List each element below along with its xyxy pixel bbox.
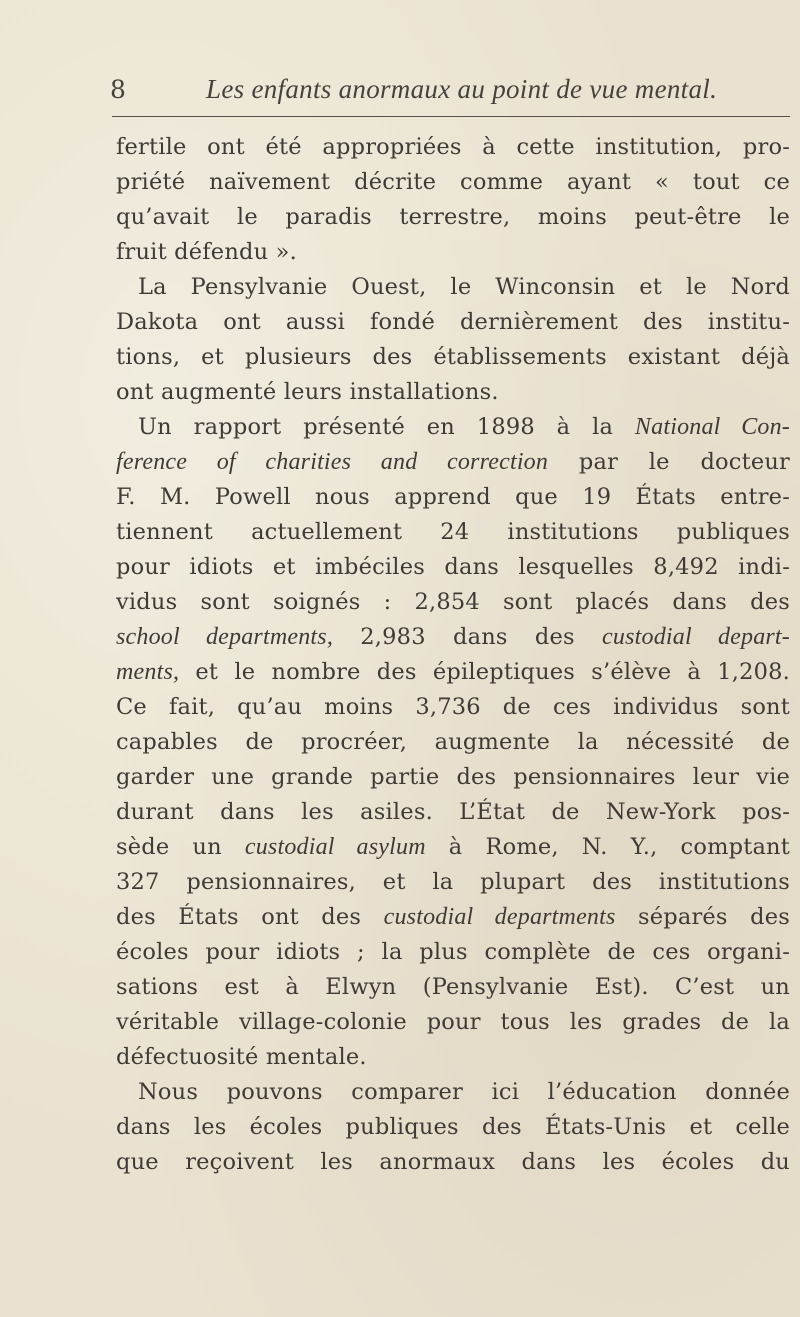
text-line xyxy=(116,760,790,795)
text-line xyxy=(116,270,790,305)
running-title: Les enfants anormaux au point de vue mental. xyxy=(206,74,718,104)
page-number: 8 xyxy=(110,75,126,104)
italic-text: National Con- xyxy=(634,414,790,440)
text-line xyxy=(116,1040,790,1075)
text-span: défectuosité mentale. xyxy=(116,1044,367,1070)
text-span: vidus sont soignés : 2,854 sont placés dans des xyxy=(116,589,790,615)
text-span: et le nombre des épileptiques s’élève à 1,208. xyxy=(179,659,790,685)
body-text xyxy=(116,130,790,1180)
text-span: écoles pour idiots ; la plus complète de ces organi- xyxy=(116,939,790,965)
text-span: dans les écoles publiques des États-Unis et celle xyxy=(116,1114,790,1140)
text-span: priété naïvement décrite comme ayant « tout ce xyxy=(116,169,790,195)
text-line xyxy=(116,410,790,445)
text-line xyxy=(116,1110,790,1145)
text-span: que reçoivent les anormaux dans les écoles du xyxy=(116,1149,790,1175)
header-rule xyxy=(112,116,790,117)
text-span: à Rome, N. Y., comptant xyxy=(425,834,790,860)
italic-text: ference of charities and correction xyxy=(116,449,549,475)
text-span: Dakota ont aussi fondé dernièrement des institu- xyxy=(116,309,790,335)
text-span: sations est à Elwyn (Pensylvanie Est). C’est un xyxy=(116,974,790,1000)
text-line xyxy=(116,445,790,480)
text-span: qu’avait le paradis terrestre, moins peut-être le xyxy=(116,204,790,230)
text-line xyxy=(116,200,790,235)
text-line xyxy=(116,795,790,830)
text-span: des États ont des xyxy=(116,904,384,930)
text-span: garder une grande partie des pensionnaires leur vie xyxy=(116,764,790,790)
italic-text: custodial departments xyxy=(383,904,616,930)
text-line xyxy=(116,1005,790,1040)
text-span: tiennent actuellement 24 institutions publiques xyxy=(116,519,790,545)
page-header xyxy=(110,74,790,105)
text-line xyxy=(116,130,790,165)
text-span: 327 pensionnaires, et la plupart des institutions xyxy=(116,869,790,895)
text-span: véritable village-colonie pour tous les grades de la xyxy=(116,1009,790,1035)
text-line xyxy=(116,550,790,585)
text-span: durant dans les asiles. L’État de New-York pos- xyxy=(116,799,790,825)
text-line xyxy=(116,515,790,550)
text-line xyxy=(116,1075,790,1110)
text-span: capables de procréer, augmente la nécessité de xyxy=(116,729,790,755)
text-line xyxy=(116,690,790,725)
text-line xyxy=(116,340,790,375)
italic-text: custodial asylum xyxy=(244,834,426,860)
text-span: Ce fait, qu’au moins 3,736 de ces individus sont xyxy=(116,694,790,720)
text-line xyxy=(116,620,790,655)
italic-text: ments, xyxy=(116,659,180,685)
text-line xyxy=(116,165,790,200)
text-span: fertile ont été appropriées à cette institution, pro- xyxy=(116,134,790,160)
text-line xyxy=(116,305,790,340)
text-line xyxy=(116,725,790,760)
text-span: 2,983 dans des xyxy=(333,624,603,650)
text-span: Un rapport présenté en 1898 à la xyxy=(138,414,635,440)
text-line xyxy=(116,480,790,515)
italic-text: custodial depart- xyxy=(602,624,790,650)
text-span: La Pensylvanie Ouest, le Winconsin et le Nord xyxy=(138,274,790,300)
text-line xyxy=(116,935,790,970)
text-span: par le docteur xyxy=(548,449,790,475)
text-span: tions, et plusieurs des établissements existant déjà xyxy=(116,344,790,370)
text-span: sède un xyxy=(116,834,245,860)
text-line xyxy=(116,235,790,270)
text-line xyxy=(116,375,790,410)
text-line xyxy=(116,830,790,865)
text-line xyxy=(116,655,790,690)
text-line xyxy=(116,865,790,900)
text-span: Nous pouvons comparer ici l’éducation donnée xyxy=(138,1079,790,1105)
text-span: pour idiots et imbéciles dans lesquelles 8,492 indi- xyxy=(116,554,790,580)
text-line xyxy=(116,900,790,935)
text-span: fruit défendu ». xyxy=(116,239,297,265)
text-line xyxy=(116,970,790,1005)
text-line xyxy=(116,1145,790,1180)
text-span: ont augmenté leurs installations. xyxy=(116,379,499,405)
text-line xyxy=(116,585,790,620)
text-span: séparés des xyxy=(615,904,790,930)
italic-text: school departments, xyxy=(116,624,334,650)
text-span: F. M. Powell nous apprend que 19 États entre- xyxy=(116,484,790,510)
